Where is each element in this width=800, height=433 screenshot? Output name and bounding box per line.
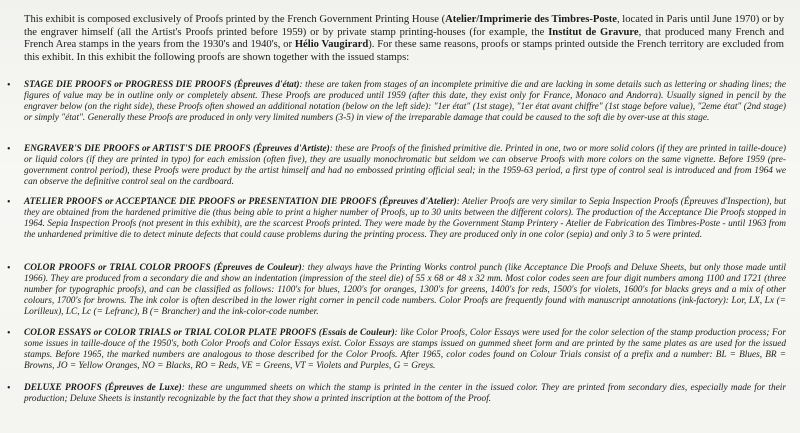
entry-text — [24, 263, 786, 318]
entry-text — [24, 383, 786, 405]
printing-house-name: Atelier/Imprimerie des Timbres-Poste — [445, 14, 617, 25]
entry-stage-die-proofs — [0, 80, 790, 124]
entry-heading: COLOR PROOFS or TRIAL COLOR PROOFS (Épreuves de Couleur) — [24, 263, 302, 273]
bullet-icon: • — [7, 144, 11, 155]
intro-text-3: , that produced many French and French Area stamps in the years from the 1930's and 1940's, or — [24, 26, 784, 51]
entry-heading: DELUXE PROOFS (Épreuves de Luxe) — [24, 383, 182, 393]
entry-heading: COLOR ESSAYS or COLOR TRIALS or TRIAL COLOR PLATE PROOFS (Essais de Couleur) — [24, 328, 395, 338]
helio-name: Hélio Vaugirard — [294, 39, 369, 51]
bullet-icon: • — [7, 197, 11, 208]
intro-text-4: ). For these same reasons, proofs or stamps printed outside the French territory are excluded from this exhibit. In this exhibit the following proofs are shown together with the issued stamps: — [24, 39, 784, 63]
entry-engravers-die-proofs — [0, 144, 790, 188]
entry-text — [24, 80, 786, 124]
institut-name: Institut de Gravure — [548, 26, 639, 38]
bullet-icon: • — [7, 80, 11, 91]
bullet-icon: • — [7, 383, 11, 394]
entry-body: : they always have the Printing Works control punch (like Acceptance Die Proofs and Deluxe Sheets, but only those made until 1966). They are produced from a secondary die and show an indentation (impression of the steel die) of 55 x 68 or 48 x 32 mm. Most color codes seen are four digit numbers among 1100 and 1721 (three number for typographic proofs), and can be classified as follows: 1100's for blues, 1200's for oranges, 1300's for greens, 1400's for reds, 1500's for violets, 1600's for blacks greys and a mix of other colours, 1700's for browns. The ink color is often described in the lower right corner in pencil code numbers. Color Proofs are frequently found with manuscript annotations (ink-factory): Lor, LX, Lx (= Lorilleux), LC, Lc (= Lefranc), B (= Brancher) and the ink-color-code number. — [24, 263, 786, 317]
intro-text-1: This exhibit is composed exclusively of Proofs printed by the French Government Printing House ( — [24, 14, 446, 25]
entry-deluxe-proofs — [0, 383, 790, 405]
entry-atelier-proofs — [0, 197, 790, 241]
entry-heading: ATELIER PROOFS or ACCEPTANCE DIE PROOFS or PRESENTATION DIE PROOFS (Épreuves d'Atelier) — [24, 197, 457, 207]
entry-heading: STAGE DIE PROOFS or PROGRESS DIE PROOFS (Épreuves d'état) — [24, 80, 300, 90]
entry-heading: ENGRAVER'S DIE PROOFS or ARTIST'S DIE PROOFS (Épreuves d'Artiste) — [24, 144, 330, 154]
entry-body: : these are ungummed sheets on which the stamp is printed in the center in the issued color. They are printed from secondary dies, especially made for their production; Deluxe Sheets is instantly recognizable by the fact that they show a printed inscription at the bottom of the Proof. — [24, 383, 786, 404]
bullet-icon: • — [7, 328, 11, 339]
entry-color-proofs — [0, 263, 790, 318]
entry-color-essays — [0, 328, 790, 372]
entry-body: : these are taken from stages of an incomplete primitive die and are lacking in some details such as lettering or shading lines; the figures of value may be in outline only or completely absent. These Proofs are produced until 1959 (after this date, they exist only for France, Monaco and Andorra). Usually signed in pencil by the engraver below (on the right side), these Proofs often showed an additional notation (below on the left side): "1er état" (1st stage), "1er état avant chiffre" (1st stage before value), "2eme état" (2nd stage) or simply "état". Generally these Proofs are produced in only very limited numbers (3-5) in view of the irreparable damage that could be caused to the soft die by over-use at this stage. — [24, 80, 786, 123]
entry-text — [24, 144, 786, 188]
intro-text-2: , located in Paris until June 1970) or by the engraver himself (all the Artist's Proofs printed before 1959) or by private stamp printing-houses (for example, the — [24, 14, 785, 38]
entry-text — [24, 328, 786, 372]
entry-body: : these are Proofs of the finished primitive die. Printed in one, two or more solid colors (if they are printed in taille-douce) or liquid colors (if they are printed in typo) for each emission (often five), they are usually monochromatic but seldom we can observe Proofs with more colors on the same vignette. Before 1959 (pre-government control period), these Proofs were product by the artist himself and had no embossed printing official seal; in the 1959-63 period, a first type of control seal is introduced and from 1964 we can observe the definitive control seal on the cardboard. — [24, 144, 786, 187]
intro-paragraph — [24, 14, 784, 64]
entry-body: : like Color Proofs, Color Essays were used for the color selection of the stamp production process; For some issues in taille-douce of the 1950's, both Color Proofs and Color Essays exist. Color Essays are stamps issued on gummed sheet form and are printed by the same plates as are used for the issued stamps. Before 1965, the marked numbers are analogous to those described for the Color Proofs. After 1965, color codes found on Colour Trials consist of a prefix and a number: BL = Blues, BR = Browns, JO = Yellow Oranges, NO = Blacks, RO = Reds, VE = Greens, VT = Violets and Purples, G = Greys. — [24, 328, 786, 371]
bullet-icon: • — [7, 263, 11, 274]
entry-body: : Atelier Proofs are very similar to Sepia Inspection Proofs (Épreuves d'Inspection), but they are obtained from the hardened primitive die (thus being able to print a higher number of Proofs, up to 30 units between the different colors). The production of the Acceptance Die Proofs stopped in 1964. Sepia Inspection Proofs (not present in this exhibit), are the scarcest Proofs printed. They were made by the Government Stamp Printery - Atelier de Fabrication des Timbres-Poste - until 1963 from the unhardened primitive die to detect minute defects that could cause problems during the printing process. They are produced only in one color (sepia) and only 3 to 5 were printed. — [24, 197, 786, 240]
entry-text — [24, 197, 786, 241]
